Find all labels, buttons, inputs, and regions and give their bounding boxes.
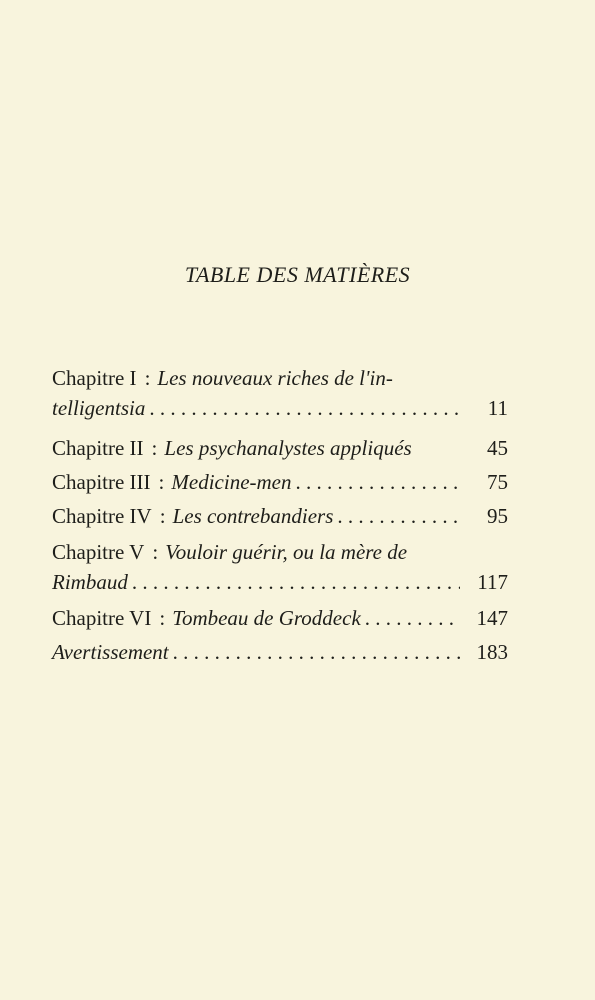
- page-number: 11: [487, 396, 508, 420]
- colon: :: [159, 504, 166, 528]
- chapter-label: Chapitre VI: [52, 606, 152, 630]
- page-title: TABLE DES MATIÈRES: [184, 262, 411, 287]
- chapter-label: Chapitre III: [52, 470, 151, 494]
- table-of-contents: [52, 363, 508, 669]
- page-number: 75: [487, 470, 508, 494]
- toc-entry-chapter-1[interactable]: [52, 363, 508, 427]
- leader-dots: [292, 465, 461, 499]
- chapter-label: Chapitre II: [52, 436, 144, 460]
- toc-entry-chapter-5[interactable]: [52, 537, 508, 601]
- colon: :: [151, 436, 158, 460]
- toc-entry-chapter-4[interactable]: [52, 499, 508, 533]
- page-number: 147: [476, 606, 508, 630]
- chapter-title-line1: Vouloir guérir, ou la mère de: [165, 540, 408, 564]
- chapter-label: Chapitre I: [52, 366, 137, 390]
- chapter-title-line2: telligentsia: [52, 396, 146, 420]
- colon: :: [158, 470, 165, 494]
- leader-dots: [333, 499, 460, 533]
- leader-dots: [128, 567, 460, 597]
- toc-entry-chapter-3[interactable]: [52, 465, 508, 499]
- colon: :: [144, 366, 151, 390]
- chapter-title: Medicine-men: [171, 470, 292, 494]
- colon: :: [152, 540, 159, 564]
- chapter-title-line2: Rimbaud: [52, 570, 128, 594]
- toc-entry-avertissement[interactable]: [52, 635, 508, 669]
- chapter-title: Tombeau de Groddeck: [172, 606, 361, 630]
- page-number: 117: [477, 570, 508, 594]
- chapter-title: Les psychanalystes appliqués: [164, 436, 412, 460]
- chapter-label: Chapitre IV: [52, 504, 152, 528]
- chapter-label: Chapitre V: [52, 540, 145, 564]
- colon: :: [159, 606, 166, 630]
- page-number: 183: [476, 640, 508, 664]
- leader-dots: [169, 635, 460, 669]
- leader-dots: [361, 601, 460, 635]
- chapter-title-line1: Les nouveaux riches de l'in-: [157, 366, 393, 390]
- toc-entry-chapter-6[interactable]: [52, 601, 508, 635]
- chapter-title: Les contrebandiers: [172, 504, 334, 528]
- page-number: 45: [487, 436, 508, 460]
- leader-dots: [145, 393, 460, 423]
- page-number: 95: [487, 504, 508, 528]
- toc-entry-chapter-2[interactable]: [52, 431, 508, 465]
- section-title: Avertissement: [52, 640, 169, 664]
